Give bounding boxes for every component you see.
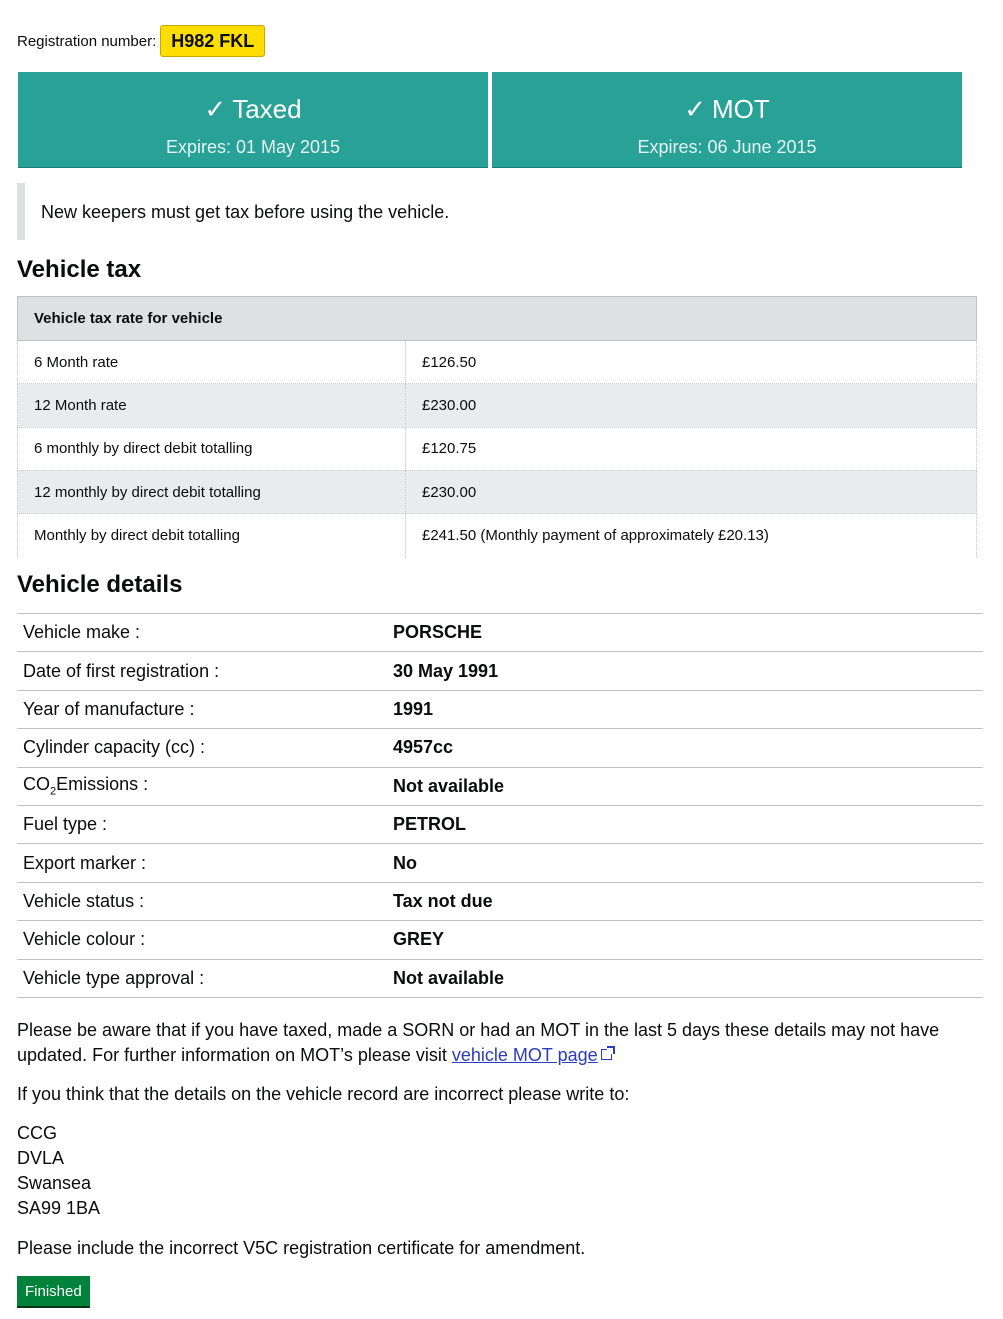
tax-rate-row — [18, 427, 977, 470]
vehicle-tax-heading: Vehicle tax — [17, 256, 142, 283]
tax-table-header: Vehicle tax rate for vehicle — [18, 297, 977, 341]
tax-rate-label: 12 Month rate — [18, 384, 406, 427]
detail-value: PORSCHE — [387, 614, 983, 652]
tax-rate-label: 6 monthly by direct debit totalling — [18, 427, 406, 470]
registration-plate: H982 FKL — [160, 25, 265, 57]
tax-rate-value: £120.75 — [406, 427, 977, 470]
tax-rate-value: £230.00 — [406, 470, 977, 513]
detail-value: Not available — [387, 767, 983, 805]
detail-value: 1991 — [387, 690, 983, 728]
detail-row — [17, 844, 983, 882]
detail-value: No — [387, 844, 983, 882]
vehicle-details-table — [17, 613, 983, 998]
detail-value: GREY — [387, 921, 983, 959]
tax-expiry: Expires: 01 May 2015 — [165, 137, 341, 157]
external-link-icon — [601, 1049, 612, 1060]
co2-label-post: Emissions : — [56, 774, 149, 795]
detail-value: 4957cc — [387, 729, 983, 767]
registration-label: Registration number: — [17, 32, 157, 50]
vehicle-tax-table — [17, 296, 977, 557]
tax-rate-label: 6 Month rate — [18, 341, 406, 384]
vehicle-details-heading: Vehicle details — [17, 571, 183, 598]
detail-row — [17, 690, 983, 728]
detail-row — [17, 882, 983, 920]
detail-row — [17, 959, 983, 997]
address-line: DVLA — [17, 1148, 65, 1168]
mot-link-text[interactable]: vehicle MOT page — [451, 1045, 598, 1065]
detail-row — [17, 729, 983, 767]
tax-status-title — [18, 94, 488, 125]
mot-status-title — [492, 94, 962, 125]
update-delay-text: Please be aware that if you have taxed, made a SORN or had an MOT in the last 5 days these details may not have updated. For further information on MOT’s please visit — [17, 1020, 940, 1065]
check-icon: ✓ — [204, 94, 227, 124]
finished-button[interactable]: Finished — [17, 1276, 90, 1306]
dvla-address — [17, 1121, 957, 1221]
detail-label — [17, 767, 387, 805]
detail-label: Vehicle status : — [17, 882, 387, 920]
co2-label-sub: 2 — [50, 786, 57, 799]
detail-row — [17, 767, 983, 805]
detail-label: Fuel type : — [17, 805, 387, 843]
detail-value: Not available — [387, 959, 983, 997]
tax-rate-label: 12 monthly by direct debit totalling — [18, 470, 406, 513]
mot-status-label: MOT — [712, 94, 770, 124]
tax-rate-row — [18, 384, 977, 427]
address-line: CCG — [17, 1123, 57, 1143]
detail-label: Cylinder capacity (cc) : — [17, 729, 387, 767]
detail-label: Vehicle make : — [17, 614, 387, 652]
detail-value: 30 May 1991 — [387, 652, 983, 690]
detail-row — [17, 921, 983, 959]
tax-rate-value: £126.50 — [406, 341, 977, 384]
detail-label: Vehicle colour : — [17, 921, 387, 959]
detail-label: Vehicle type approval : — [17, 959, 387, 997]
detail-value: PETROL — [387, 805, 983, 843]
tax-status-panel — [18, 72, 488, 167]
new-keeper-notice: New keepers must get tax before using the vehicle. — [17, 183, 617, 240]
registration-row — [17, 24, 265, 58]
vehicle-mot-page-link[interactable] — [452, 1045, 612, 1065]
tax-rate-value: £230.00 — [406, 384, 977, 427]
detail-label: Date of first registration : — [17, 652, 387, 690]
address-line: SA99 1BA — [17, 1198, 101, 1218]
update-delay-notice — [17, 1018, 957, 1068]
include-v5c-text: Please include the incorrect V5C registration certificate for amendment. — [17, 1238, 586, 1258]
detail-row — [17, 652, 983, 690]
status-panels — [18, 72, 962, 167]
detail-label: Year of manufacture : — [17, 690, 387, 728]
address-line: Swansea — [17, 1173, 92, 1193]
check-icon: ✓ — [684, 94, 707, 124]
detail-row — [17, 805, 983, 843]
tax-rate-label: Monthly by direct debit totalling — [18, 514, 406, 557]
tax-rate-value: £241.50 (Monthly payment of approximately £20.13) — [406, 514, 977, 557]
tax-rate-row — [18, 341, 977, 384]
detail-label: Export marker : — [17, 844, 387, 882]
mot-expiry: Expires: 06 June 2015 — [637, 137, 817, 157]
tax-status-label: Taxed — [232, 94, 302, 124]
tax-rate-row — [18, 470, 977, 513]
incorrect-details-text: If you think that the details on the vehicle record are incorrect please write to: — [17, 1084, 630, 1104]
co2-label-pre: CO — [23, 774, 50, 795]
detail-value: Tax not due — [387, 882, 983, 920]
tax-rate-row — [18, 514, 977, 557]
detail-row — [17, 614, 983, 652]
mot-status-panel — [492, 72, 962, 167]
